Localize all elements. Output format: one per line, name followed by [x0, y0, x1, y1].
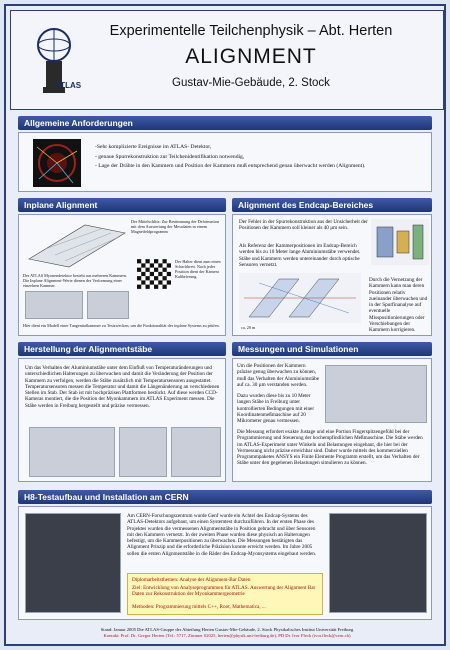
test-chamber-photo	[25, 291, 83, 319]
bar-production-photo	[29, 427, 115, 477]
thesis-methods-line: Methoden: Programmierung mittels C++, Root, Mathematica, ...	[132, 604, 266, 610]
footer-line: Stand: Januar 2005 Die ATLAS-Gruppe der Abteilung Herten Gustav-Mie-Gebäude, 2. Stock Physikalisches Institut Universität Freiburg	[100, 627, 354, 632]
thesis-topic-line: Diplomarbeitsthemen: Analyse der Alignment-Bar Daten	[132, 577, 251, 583]
event-display-icon	[33, 139, 81, 187]
endcap-layout-icon	[239, 273, 361, 323]
inplane-caption-left: Der ATLAS Myonendetektor besteht aus mehreren Kammern. Die Inplane Alignment-Werte dienen der Verformung einer einzelnen Kammer.	[23, 273, 128, 288]
section-endcap-title: Alignment des Endcap-Bereiches	[232, 198, 432, 212]
section-messungen	[232, 358, 432, 482]
endcap-wheel-icon	[371, 219, 429, 265]
requirements-list	[95, 143, 435, 172]
section-inplane-title: Inplane Alignment	[18, 198, 226, 212]
poster-subtitle: Gustav-Mie-Gebäude, 2. Stock	[172, 77, 330, 89]
endcap-text-2: Als Referenz der Kammerpositionen im Endcap-Bereich werden bis zu 10 Meter lange Aluminiumstäbe verwendet. Stäbe und Kammern werden untereinander durch optische Sensoren vernetzt.	[239, 243, 361, 268]
h8-text: Am CERN-Forschungszentrum wurde Genf wurde ein Achtel des Endcap-Systems des ATLAS-Detektors aufgebaut, um einen Systemtest durchzuführen. In der ersten Phase des Projektes wurden die vermessenen Alignmentstäbe in Position gebracht und über Sensoren mit den Kammern vernetzt. In der zweiten Phase wurden diese physisch an Halterungen befestigt, um die Kammerpositionen zu überwachen. Die Messungen bestätigten das Alignment Prinzip und die erforderliche Präzision konnte erreicht werden. Im Jahre 2005 sollen die ersten Alignmentstäbe in die Räder des Endcap-Myonsystems eingebaut werden.	[127, 513, 317, 557]
section-allgemeine-title: Allgemeine Anforderungen	[18, 116, 432, 130]
section-allgemeine	[18, 132, 432, 192]
measuring-machine-photo	[325, 365, 427, 423]
thesis-goal-line: Ziel: Entwicklung von Analyseprogrammen für ATLAS. Auswertung der Alignment Bar Daten zur Rekonstruktion der Myonkammergeometrie	[132, 585, 316, 598]
poster-footer	[10, 624, 444, 644]
sensor-mount-photo	[171, 427, 221, 477]
endcap-text-1: Der Fehler in der Spurrekonstruktion aus der Unsicherheit der Positionen der Kammern soll kleiner als 40 µm sein.	[239, 219, 368, 232]
poster-header	[10, 10, 444, 110]
messungen-text-1: Um die Positionen der Kammern präzise genug überwachen zu können, muß das Verhalten der Aluminiumstäbe auf ca. 30 µm verstanden werden.	[237, 363, 320, 388]
requirement-item: - genaue Spurrekonstruktion zur Teilchenidentifikation notwendig,	[95, 153, 245, 160]
thesis-topic-box	[127, 573, 323, 615]
section-h8-title: H8-Testaufbau und Installation am CERN	[18, 490, 432, 504]
sensor-photo	[87, 291, 129, 319]
messungen-text-3: Die Messung erfordert exakte Justage und eine Portion Fingerspitzengefühl bei der Programmierung und Steuerung der hochempfindlichen Meßmaschine. Die Stäbe werden im ATLAS-Experiment unter Winkeln und Belastungen eingebaut, die hier bei der Vermessung nicht präzise erreichbar sind. Daher wurde mittels des kommerziellen Programmpaketes ANSYS ein Finite Elemente Programm erstellt, um das Verhalten der Stäbe unter den gegebenen Belastungen simulieren zu können.	[237, 429, 423, 467]
section-h8	[18, 506, 432, 620]
poster-main-title: ALIGNMENT	[185, 45, 317, 68]
section-inplane	[18, 214, 226, 336]
inplane-caption-bottom: Hier dient ein Modell einer Tangentialkammer zu Testzwecken, um die Funktionalität des inplane Systems zu prüfen.	[23, 323, 220, 328]
requirement-item: - Lage der Drähte in den Kammern und Position der Kammern muß entsprechend genau überwacht werden (Alignment).	[95, 163, 366, 169]
section-endcap	[232, 214, 432, 336]
endcap-text-3: Durch die Vernetzung der Kammern kann man deren Positionen relativ zueinander überwachen und in der Spurfinanalyse auf eventuelle Misspositionierungen oder Verschiebungen der Kammern korrigieren.	[369, 277, 428, 334]
platform-photo	[119, 427, 167, 477]
cern-installation-photo	[329, 513, 427, 613]
inplane-caption-right: Der Mittelschlitz: Zur Bestimmung der Deformation mit dem Auswertung der Messdaten in einem Magnetfeldprogramm	[131, 219, 220, 234]
logo-label: ATLAS	[55, 81, 82, 90]
requirement-item: -Sehr komplizierte Ereignisse im ATLAS- Detektor,	[95, 144, 212, 150]
inplane-caption-mid: Der Halter dient zum einen Schachbrett. Nach jeder Position dient der Kamera Kalibrierung.	[175, 259, 221, 279]
endcap-scale-label: ca. 20 m	[241, 325, 256, 330]
herstellung-text: Um das Verhalten der Aluminiumstäbe unter dem Einfluß von Temperaturänderungen und unterschiedlichen Halterungen zu überwachen und damit die Veränderung der Position der Kammern zu verfolgen, werden die Stäbe zusätzlich mit Temperatursensoren ausgestattet. Temperatursensoren messen die Temperatur und damit die Längenänderung an verschiedenen Stellen im Stab. Der Stab ist mit hochpräzisen Plattformen bestückt. Auf diese werden CCD-Kameras montiert, die die Position der Myonkammern im ATLAS Experiment messen. Die Stäbe werden in Freiburg hergestellt und präzise vermessen.	[25, 365, 220, 409]
poster-title: Experimentelle Teilchenphysik – Abt. Herten	[109, 23, 393, 39]
section-herstellung	[18, 358, 226, 482]
footer-contact: Kontakt: Prof. Dr. Gregor Herten (Tel.: 5717, Zimmer 02025, herten@physik.uni-freiburg.de), PD Dr. Ivor Fleck (ivor.fleck@cern.ch)	[103, 633, 351, 638]
poster-frame	[4, 4, 446, 646]
section-herstellung-title: Herstellung der Alignmentstäbe	[18, 342, 226, 356]
chamber-diagram-icon	[25, 219, 129, 271]
checkerboard-icon	[137, 259, 171, 289]
h8-setup-photo	[25, 513, 121, 613]
messungen-text-2: Dazu wurden diese bis zu 10 Meter langen Stäbe in Freiburg unter kontrollierten Bedingungen mit einer Koordinatenmeßmaschine auf 20 Mikrometer genau vermessen.	[237, 393, 315, 425]
section-messungen-title: Messungen und Simulationen	[232, 342, 432, 356]
